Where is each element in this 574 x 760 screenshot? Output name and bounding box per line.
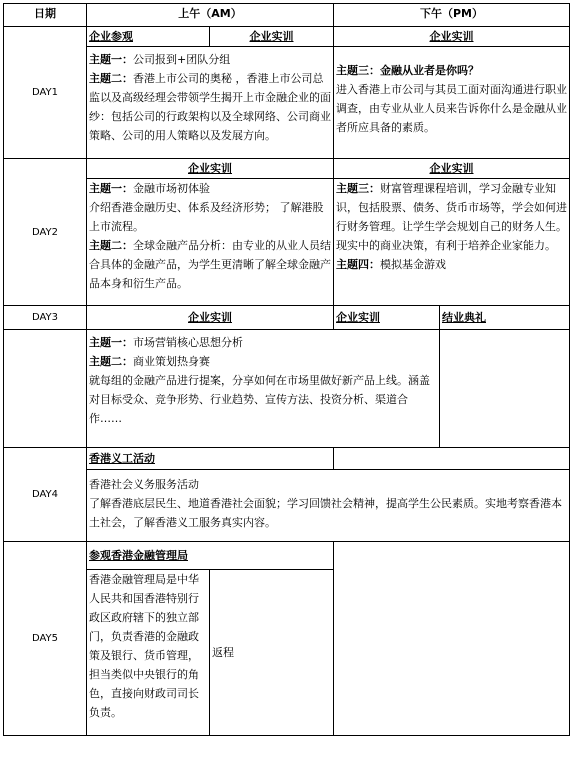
day2-t3-label: 主题三： [336, 182, 380, 195]
day1-t3-label: 主题三：金融从业者是你吗？ [336, 64, 479, 77]
day3-pm-title-training: 企业实训 [334, 306, 440, 330]
day3-am-title: 企业实训 [87, 306, 334, 330]
day5-label: DAY5 [4, 542, 87, 736]
day2-label: DAY2 [4, 159, 87, 306]
day2-t1-label: 主题一： [89, 182, 133, 195]
day1-label: DAY1 [4, 27, 87, 159]
day3-desc: 就每组的金融产品进行提案，分享如何在市场里做好新产品上线。涵盖对目标受众、竞争形势、行业趋势、宣传方法、投资分析、渠道合作…… [89, 374, 430, 425]
day4-label: DAY4 [4, 448, 87, 542]
day3-title-row [4, 306, 570, 330]
day5-pm-blank [334, 542, 570, 736]
day4-title: 香港义工活动 [87, 448, 334, 470]
day3-t1-text: 市场营销核心思想分析 [133, 336, 243, 349]
day1-am-title-visit: 企业参观 [87, 27, 210, 47]
day2-am-title: 企业实训 [87, 159, 334, 179]
day1-title-row [4, 27, 570, 47]
day1-t1-label: 主题一： [89, 53, 133, 66]
day2-t3-text2: 现实中的商业决策，有利于培养企业家能力。 [336, 239, 556, 252]
pm-header: 下午（PM） [334, 4, 570, 27]
day3-t1-label: 主题一： [89, 336, 133, 349]
day1-pm-content [334, 47, 570, 159]
day3-empty-right [440, 330, 570, 448]
day3-empty-left [4, 330, 87, 448]
day1-am-title-training: 企业实训 [210, 27, 334, 47]
day4-title-blank [334, 448, 570, 470]
day4-content [87, 470, 570, 542]
day5-title-row [4, 542, 570, 570]
day3-t2-text: 商业策划热身赛 [133, 355, 210, 368]
day4-line2: 了解香港底层民生、地道香港社会面貌；学习回馈社会精神，提高学生公民素质。实地考察香港本土社会，了解香港义工服务真实内容。 [89, 497, 562, 529]
day4-title-row [4, 448, 570, 470]
day2-pm-title: 企业实训 [334, 159, 570, 179]
day2-t3-text: 财富管理课程培训，学习金融专业知识，包括股票、债务、货币市场等，学会如何进行财务管理。让学生学会规划自己的财务人生。 [336, 182, 567, 233]
day3-label: DAY3 [4, 306, 87, 330]
day1-am-content [87, 47, 334, 159]
day5-title: 参观香港金融管理局 [87, 542, 334, 570]
day2-title-row [4, 159, 570, 179]
day2-t2-text: 全球金融产品分析：由专业的从业人员结合具体的金融产品，为学生更清晰了解全球金融产品本身和衍生产品。 [89, 239, 331, 290]
day1-t1-text: 公司报到+团队分组 [133, 53, 231, 66]
day2-t1-text: 金融市场初体验 [133, 182, 210, 195]
day3-content-row [4, 330, 570, 448]
day1-t2-text: 香港上市公司的奥秘 ，香港上市公司总监以及高级经理会带领学生揭开上市金融企业的面纱：包括公司的行政架构以及全球网络、公司商业策略、公司的用人策略以及发展方向。 [89, 72, 331, 142]
day2-pm-content [334, 179, 570, 306]
day2-t2-label: 主题二： [89, 239, 133, 252]
am-header: 上午（AM） [87, 4, 334, 27]
day1-content-row [4, 47, 570, 159]
day2-t1-desc: 介绍香港金融历史、体系及经济形势； 了解港股上市流程。 [89, 201, 324, 233]
day4-content-row [4, 470, 570, 542]
date-header: 日期 [4, 4, 87, 27]
day2-t4-label: 主题四： [336, 258, 380, 271]
day3-pm-title-ceremony: 结业典礼 [440, 306, 570, 330]
day1-t3-text: 进入香港上市公司与其员工面对面沟通进行职业调查，由专业从业人员来告诉你什么是金融从业者所应具备的素质。 [336, 83, 567, 134]
day4-line1: 香港社会义务服务活动 [89, 478, 199, 491]
day2-t4-text: 模拟基金游戏 [380, 258, 446, 271]
day2-am-content [87, 179, 334, 306]
day2-content-row [4, 179, 570, 306]
header-row [4, 4, 570, 27]
day5-desc: 香港金融管理局是中华人民共和国香港特别行政区政府辖下的独立部门，负责香港的金融政策及银行、货币管理，担当类似中央银行的角色，直接向财政司司长负责。 [87, 570, 210, 736]
day3-t2-label: 主题二： [89, 355, 133, 368]
day3-content [87, 330, 440, 448]
day1-t2-label: 主题二： [89, 72, 133, 85]
schedule-table [3, 3, 570, 736]
day5-return: 返程 [210, 570, 334, 736]
day1-pm-title: 企业实训 [334, 27, 570, 47]
